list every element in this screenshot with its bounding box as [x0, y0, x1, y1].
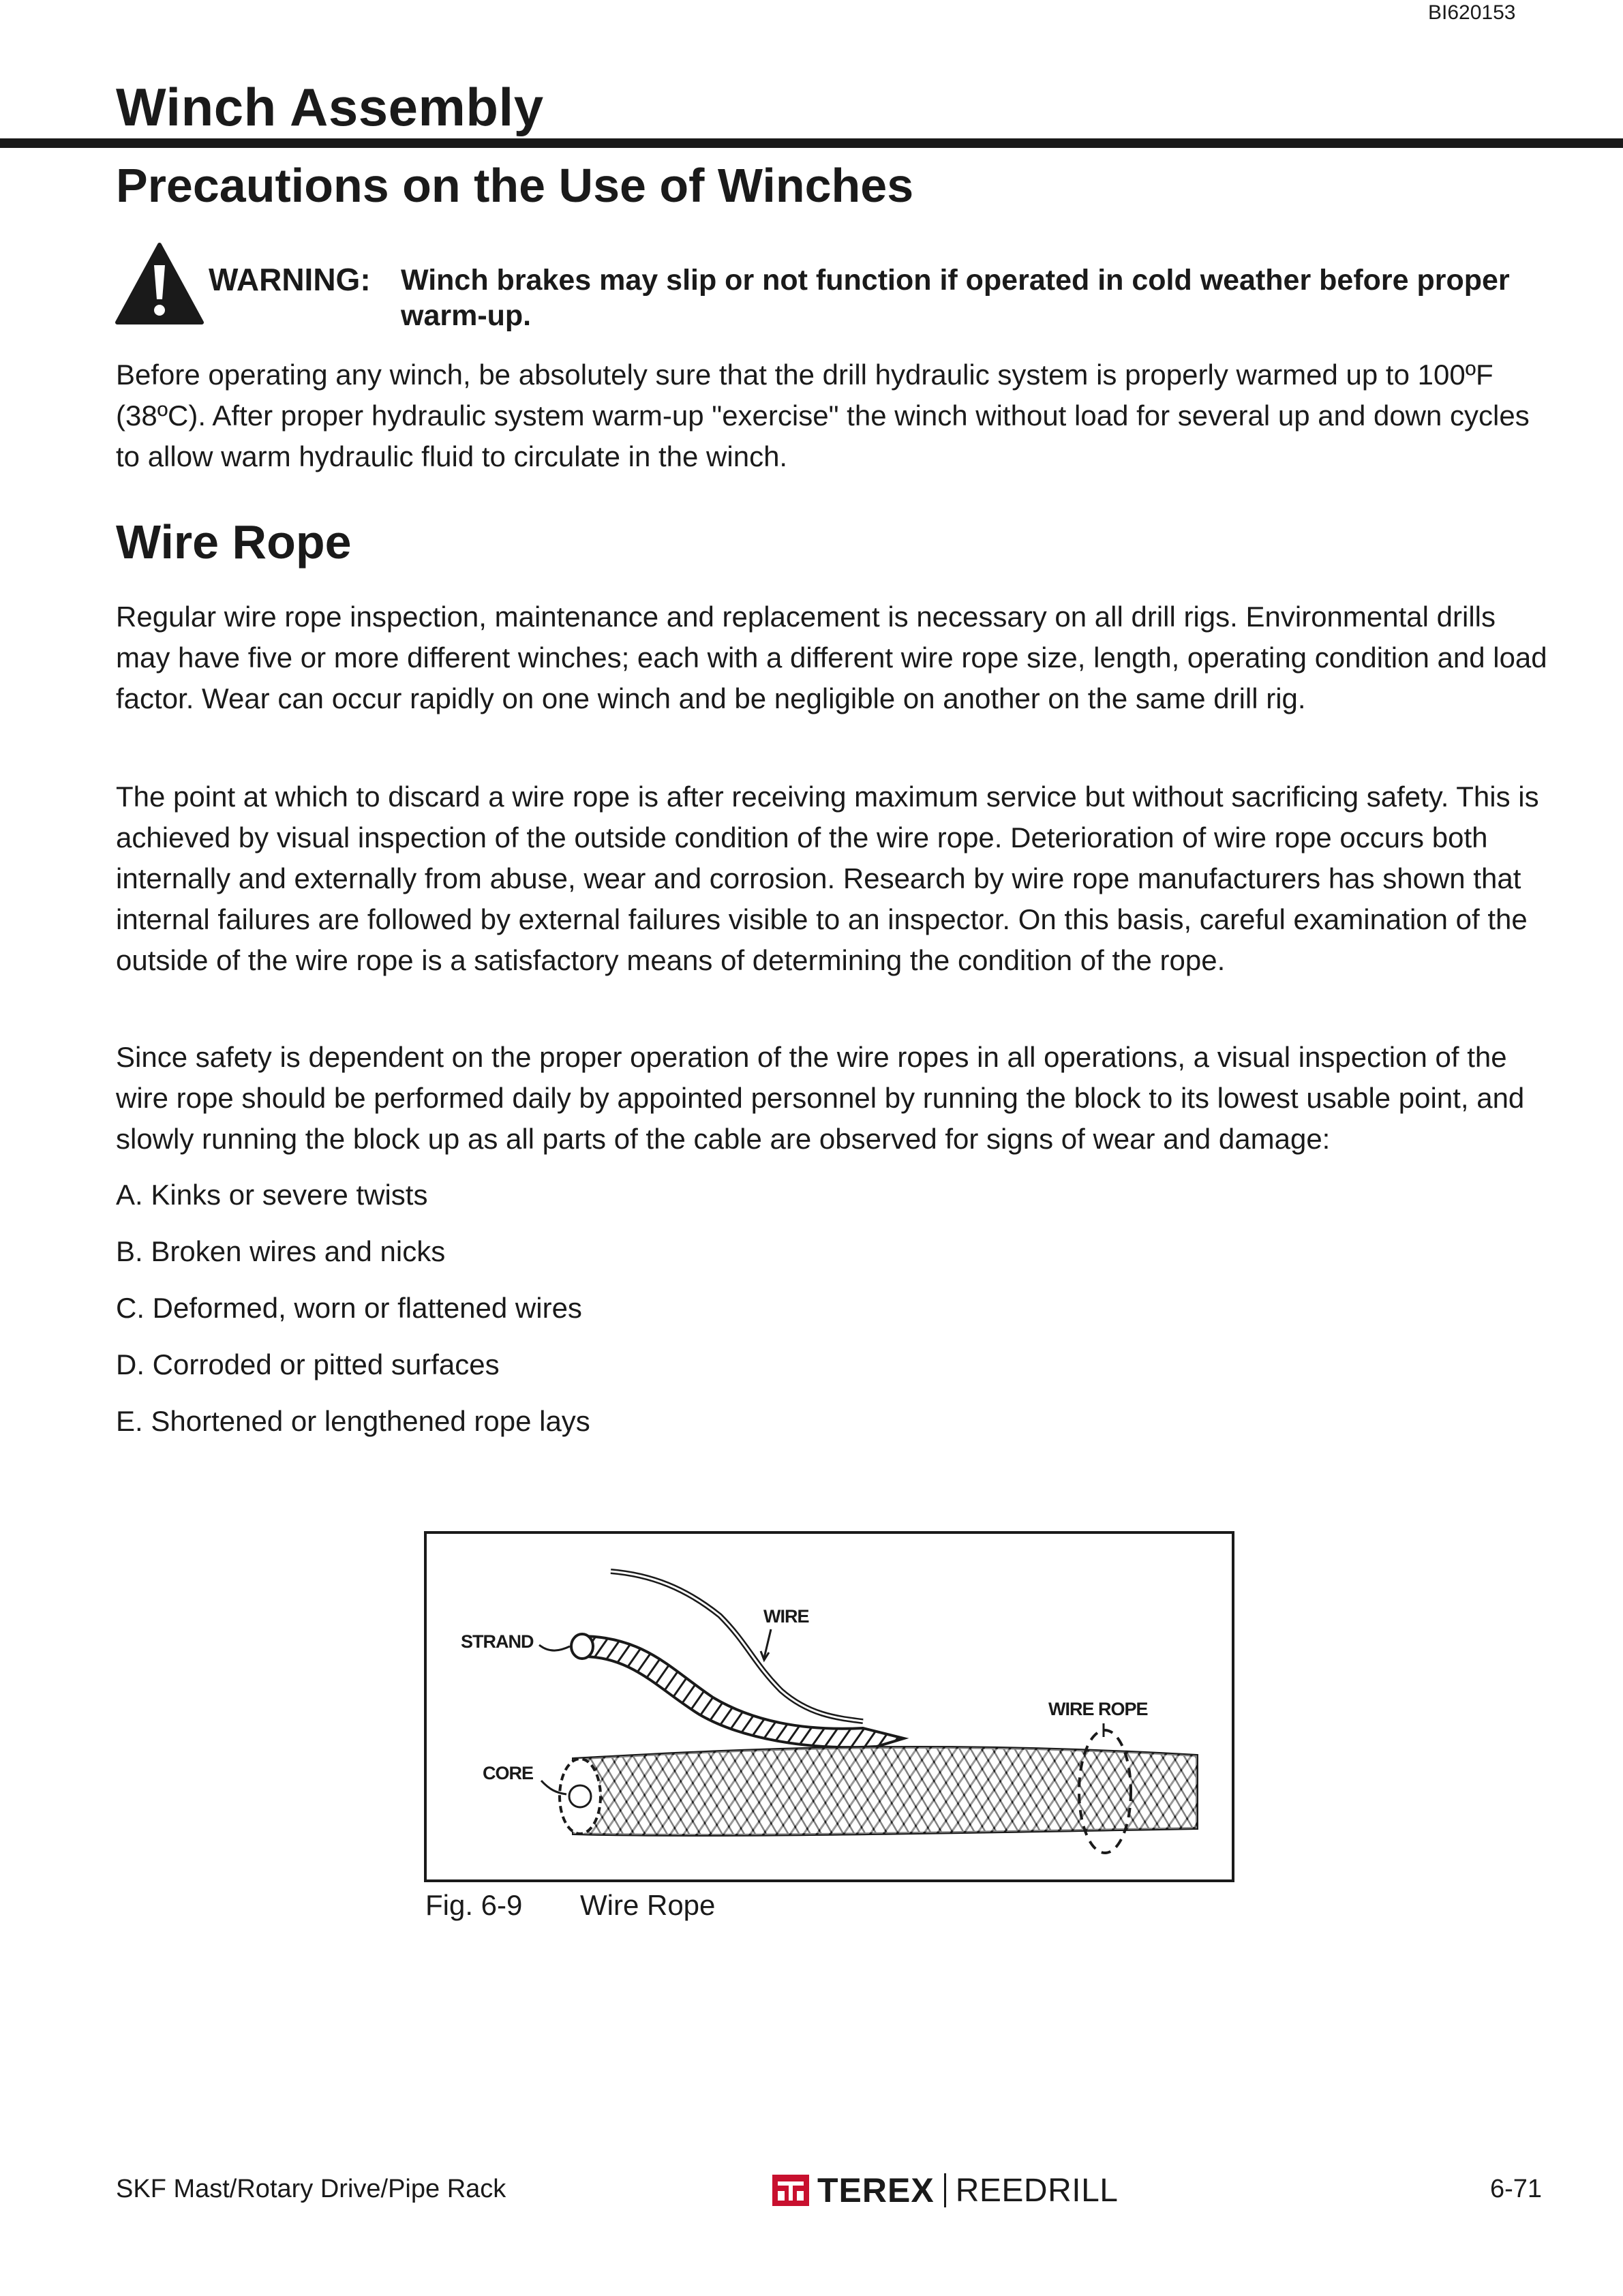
- brand-name: TEREX: [817, 2171, 935, 2209]
- inspection-list: [116, 1175, 590, 1457]
- page-title: Winch Assembly: [116, 77, 544, 137]
- brand-logo: [772, 2170, 1118, 2211]
- warning-text: Winch brakes may slip or not function if operated in cold weather before proper warm-up.: [401, 264, 1510, 332]
- wire-rope-illustration: [427, 1534, 1232, 1879]
- list-item: A. Kinks or severe twists: [116, 1179, 428, 1211]
- warning-triangle-icon: [115, 242, 204, 325]
- list-item: C. Deformed, worn or flattened wires: [116, 1292, 582, 1324]
- label-strand: STRAND: [461, 1631, 534, 1652]
- document-id: BI620153: [1428, 1, 1516, 24]
- precautions-paragraph: Before operating any winch, be absolutely sure that the drill hydraulic system is properly warmed up to 100ºF (38ºC). After proper hydraulic system warm-up "exercise" the winch without load for several up and down cycles to allow warm hydraulic fluid to circulate in the winch.: [116, 359, 1530, 472]
- list-item: E. Shortened or lengthened rope lays: [116, 1405, 590, 1437]
- strand: [580, 1636, 904, 1747]
- wire-rope-paragraph-2: The point at which to discard a wire rope is after receiving maximum service but without sacrificing safety. This is achieved by visual inspection of the outside condition of the wire rope. Deterioration of wire rope occurs both internally and externally from abuse, wear and corrosion. Research by wire rope manufacturers has shown that internal failures are followed by external failures visible to an inspector. On this basis, careful examination of the outside of the wire rope is a satisfactory means of determining the condition of the rope.: [116, 781, 1539, 976]
- list-item: B. Broken wires and nicks: [116, 1235, 446, 1267]
- figure-caption: [425, 1889, 715, 1922]
- section-heading-precautions: Precautions on the Use of Winches: [116, 159, 914, 212]
- warning-label: WARNING:: [209, 262, 371, 297]
- label-wire: WIRE: [763, 1606, 809, 1627]
- terex-logo-icon: [772, 2175, 809, 2206]
- page-number: 6-71: [1490, 2175, 1543, 2203]
- list-item: D. Corroded or pitted surfaces: [116, 1348, 500, 1380]
- title-rule: [0, 138, 1623, 148]
- wire-rope-paragraph-1: Regular wire rope inspection, maintenance and replacement is necessary on all drill rigs. Environmental drills may have five or more different winches; each with a different wire rope size, length, operating condition and load factor. Wear can occur rapidly on one winch and be negligible on another on the same drill rig.: [116, 601, 1547, 714]
- figure-number: Fig. 6-9: [425, 1889, 523, 1921]
- wire-rope-paragraph-3: Since safety is dependent on the proper operation of the wire ropes in all operations, a visual inspection of the wire rope should be performed daily by appointed personnel by running the block to its lowest usable point, and slowly running the block up as all parts of the cable are observed for signs of wear and damage:: [116, 1041, 1525, 1155]
- footer-section-name: SKF Mast/Rotary Drive/Pipe Rack: [116, 2175, 506, 2203]
- strand-end: [571, 1634, 593, 1659]
- wire-rope-figure: [424, 1531, 1234, 1882]
- label-core: CORE: [483, 1763, 534, 1783]
- figure-title: Wire Rope: [580, 1889, 716, 1921]
- label-wire-rope: WIRE ROPE: [1048, 1699, 1148, 1719]
- section-heading-wire-rope: Wire Rope: [116, 515, 352, 569]
- single-wire: [611, 1571, 863, 1721]
- logo-divider: [944, 2173, 946, 2207]
- product-name: REEDRILL: [955, 2172, 1119, 2209]
